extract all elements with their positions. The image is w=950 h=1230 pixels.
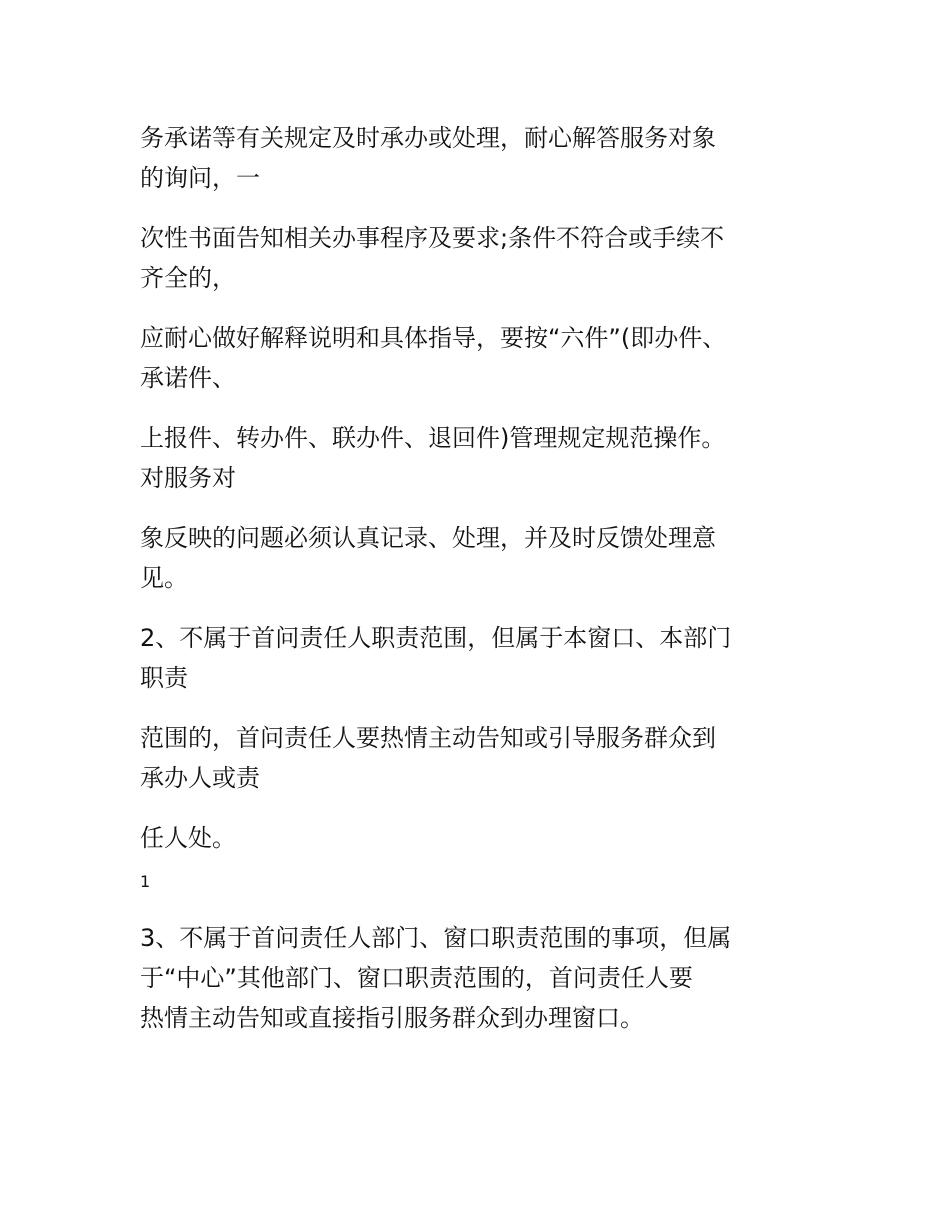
page-number: 1: [140, 872, 151, 891]
text-line: 范围的，首问责任人要热情主动告知或引导服务群众到: [140, 724, 716, 752]
paragraph-2: [140, 218, 820, 298]
text-line: 对服务对: [140, 464, 236, 492]
paragraph-9: [140, 918, 820, 1038]
paragraph-3: [140, 318, 820, 398]
paragraph-8: [140, 818, 820, 858]
text-line: 见。: [140, 564, 188, 592]
paragraph-6: [140, 618, 820, 698]
paragraph-1: [140, 118, 820, 198]
text-line: 3、不属于首问责任人部门、窗口职责范围的事项，但属: [140, 924, 732, 952]
document-body: [140, 118, 820, 1058]
text-line: 任人处。: [140, 824, 236, 852]
text-line: 职责: [140, 664, 188, 692]
text-line: 上报件、转办件、联办件、退回件)管理规定规范操作。: [140, 424, 726, 452]
text-line: 的询问，一: [140, 164, 260, 192]
text-line: 承诺件、: [140, 364, 236, 392]
text-line: 于“中心”其他部门、窗口职责范围的，首问责任人要: [140, 964, 693, 992]
text-line: 应耐心做好解释说明和具体指导，要按“六件”(即办件、: [140, 324, 727, 352]
paragraph-5: [140, 518, 820, 598]
text-line: 2、不属于首问责任人职责范围，但属于本窗口、本部门: [140, 624, 732, 652]
paragraph-4: [140, 418, 820, 498]
text-line: 务承诺等有关规定及时承办或处理，耐心解答服务对象: [140, 124, 716, 152]
text-line: 承办人或责: [140, 764, 260, 792]
text-line: 热情主动告知或直接指引服务群众到办理窗口。: [140, 1004, 644, 1032]
text-line: 次性书面告知相关办事程序及要求;条件不符合或手续不: [140, 224, 725, 252]
paragraph-7: [140, 718, 820, 798]
text-line: 象反映的问题必须认真记录、处理，并及时反馈处理意: [140, 524, 716, 552]
text-line: 齐全的，: [140, 264, 236, 292]
